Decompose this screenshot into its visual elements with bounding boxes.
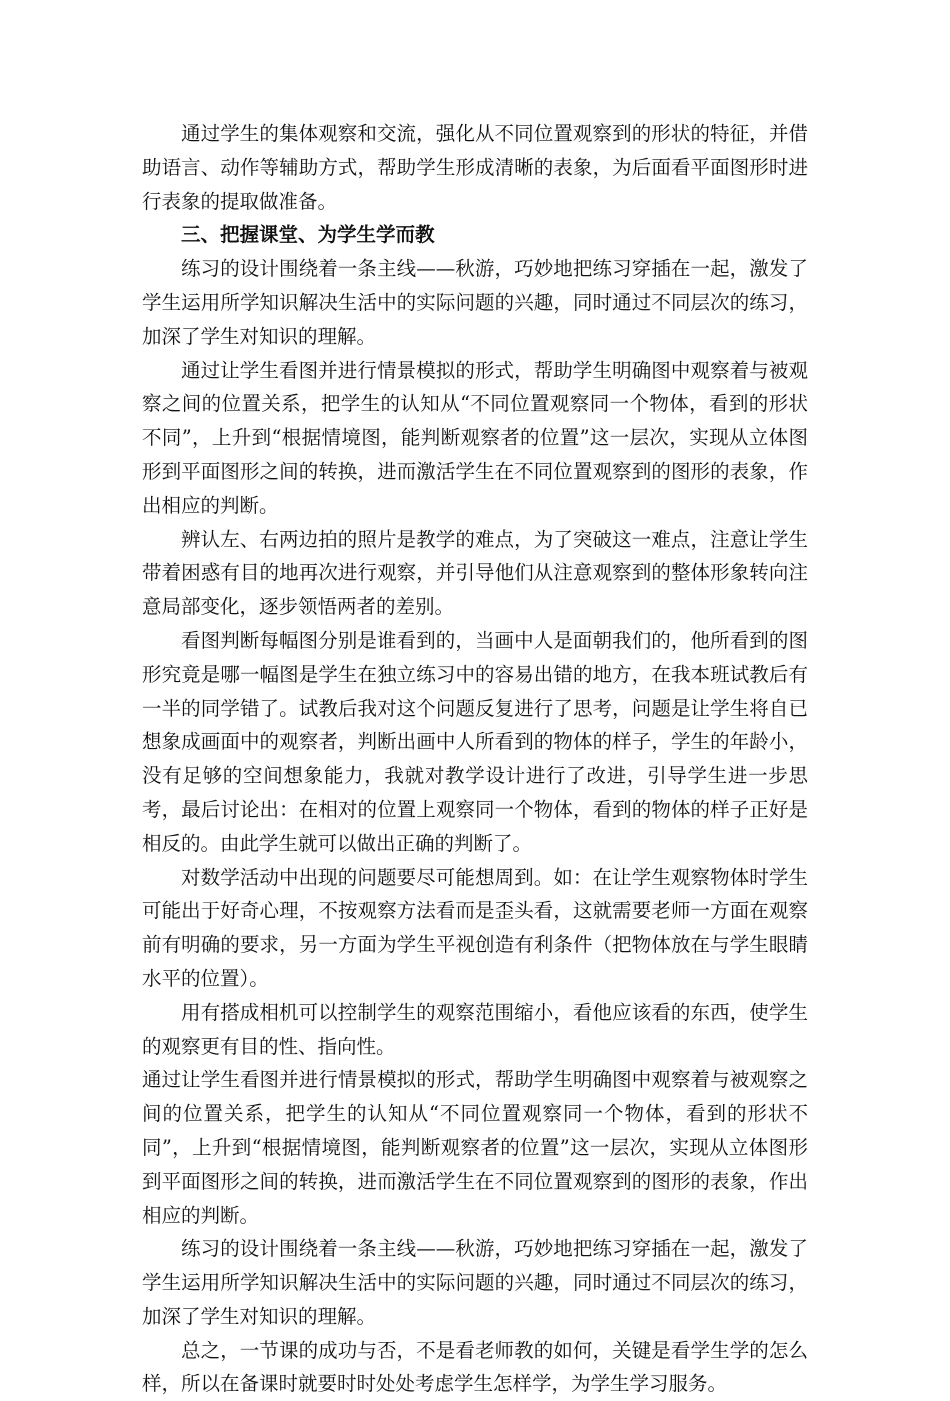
section-heading: 三、把握课堂、为学生学而教: [181, 223, 435, 247]
paragraph-observation-exchange: 通过学生的集体观察和交流，强化从不同位置观察到的形状的特征，并借助语言、动作等辅助方式，帮助学生形成清晰的表象，为后面看平面图形时进行表象的提取做准备。: [142, 122, 808, 213]
paragraph-practice-design: 练习的设计围绕着一条主线——秋游，巧妙地把练习穿插在一起，激发了学生运用所学知识解决生活中的实际问题的兴趣，同时通过不同层次的练习，加深了学生对知识的理解。: [142, 257, 808, 348]
paragraph-conclusion: 总之，一节课的成功与否，不是看老师教的如何，关键是看学生学的怎么样，所以在备课时就要时时处处考虑学生怎样学，为学生学习服务。: [142, 1338, 808, 1396]
document-page: [142, 117, 808, 1401]
paragraph-practice-design-repeat: 练习的设计围绕着一条主线——秋游，巧妙地把练习穿插在一起，激发了学生运用所学知识解决生活中的实际问题的兴趣，同时通过不同层次的练习，加深了学生对知识的理解。: [142, 1237, 808, 1328]
paragraph-picture-judgment: 看图判断每幅图分别是谁看到的，当画中人是面朝我们的，他所看到的图形究竟是哪一幅图是学生在独立练习中的容易出错的地方，在我本班试教后有一半的同学错了。试教后我对这个问题反复进行了思考，问题是让学生将自已想象成画面中的观察者，判断出画中人所看到的物体的样子，学生的年龄小，没有足够的空间想象能力，我就对教学设计进行了改进，引导学生进一步思考，最后讨论出：在相对的位置上观察同一个物体，看到的物体的样子正好是相反的。由此学生就可以做出正确的判断了。: [142, 628, 808, 855]
paragraph-anticipate-problems: 对数学活动中出现的问题要尽可能想周到。如：在让学生观察物体时学生可能出于好奇心理，不按观察方法看而是歪头看，这就需要老师一方面在观察前有明确的要求，另一方面为学生平视创造有利条件（把物体放在与学生眼睛水平的位置）。: [142, 865, 808, 990]
paragraph-scene-simulation: 通过让学生看图并进行情景模拟的形式，帮助学生明确图中观察着与被观察之间的位置关系，把学生的认知从“不同位置观察同一个物体，看到的形状不同”，上升到“根据情境图，能判断观察者的位置”这一层次，实现从立体图形到平面图形之间的转换，进而激活学生在不同位置观察到的图形的表象，作出相应的判断。: [142, 358, 808, 517]
paragraph-camera-tool: 用有搭成相机可以控制学生的观察范围缩小，看他应该看的东西，使学生的观察更有目的性、指向性。: [142, 1000, 808, 1058]
paragraph-scene-simulation-repeat: 通过让学生看图并进行情景模拟的形式，帮助学生明确图中观察着与被观察之间的位置关系，把学生的认知从“不同位置观察同一个物体，看到的形状不同”，上升到“根据情境图，能判断观察者的位置”这一层次，实现从立体图形到平面图形之间的转换，进而激活学生在不同位置观察到的图形的表象，作出相应的判断。: [142, 1068, 808, 1227]
paragraph-left-right-photos: 辨认左、右两边拍的照片是教学的难点，为了突破这一难点，注意让学生带着困惑有目的地再次进行观察，并引导他们从注意观察到的整体形象转向注意局部变化，逐步领悟两者的差别。: [142, 527, 808, 619]
